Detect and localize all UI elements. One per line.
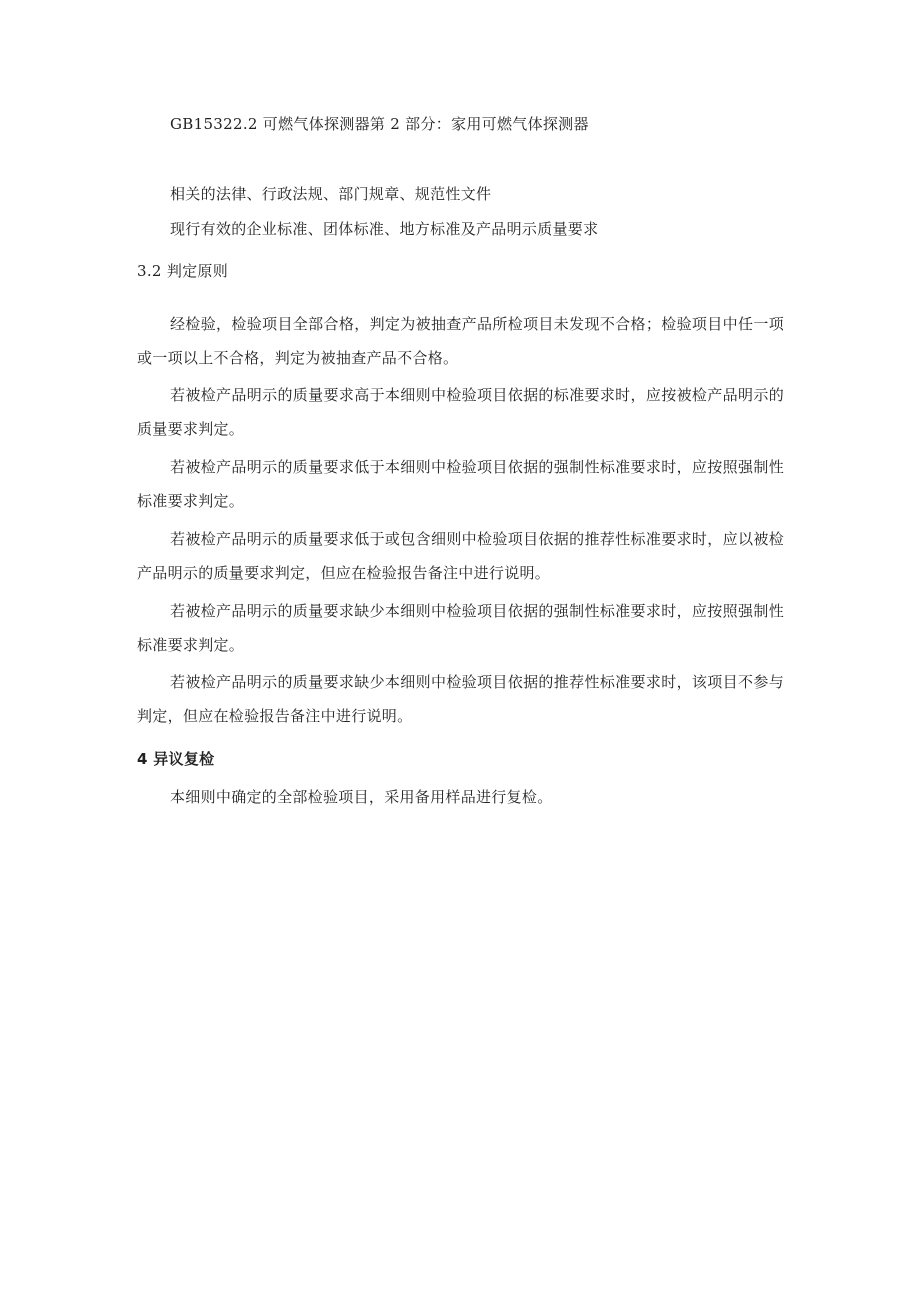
section-4-heading: 4 异议复检 [137,750,215,768]
section-3-2-heading: 3.2 判定原则 [137,262,229,280]
reinspection-paragraph: 本细则中确定的全部检验项目，采用备用样品进行复检。 [170,788,553,806]
reference-laws-regulations: 相关的法律、行政法规、部门规章、规范性文件 [170,185,492,203]
judgement-paragraph-2: 若被检产品明示的质量要求高于本细则中检验项目依据的标准要求时，应按被检产品明示的质量要求判定。 [137,386,784,438]
reference-current-standards: 现行有效的企业标准、团体标准、地方标准及产品明示质量要求 [170,220,599,238]
reference-standard-gb15322-2: GB15322.2 可燃气体探测器第 2 部分：家用可燃气体探测器 [170,115,589,133]
judgement-paragraph-1: 经检验，检验项目全部合格，判定为被抽查产品所检项目未发现不合格；检验项目中任一项或一项以上不合格，判定为被抽查产品不合格。 [137,315,784,367]
judgement-paragraph-5: 若被检产品明示的质量要求缺少本细则中检验项目依据的强制性标准要求时，应按照强制性标准要求判定。 [137,602,784,654]
judgement-paragraph-6: 若被检产品明示的质量要求缺少本细则中检验项目依据的推荐性标准要求时，该项目不参与判定，但应在检验报告备注中进行说明。 [137,673,784,725]
judgement-paragraph-4: 若被检产品明示的质量要求低于或包含细则中检验项目依据的推荐性标准要求时，应以被检产品明示的质量要求判定，但应在检验报告备注中进行说明。 [137,530,784,582]
judgement-paragraph-3: 若被检产品明示的质量要求低于本细则中检验项目依据的强制性标准要求时，应按照强制性标准要求判定。 [137,458,784,510]
